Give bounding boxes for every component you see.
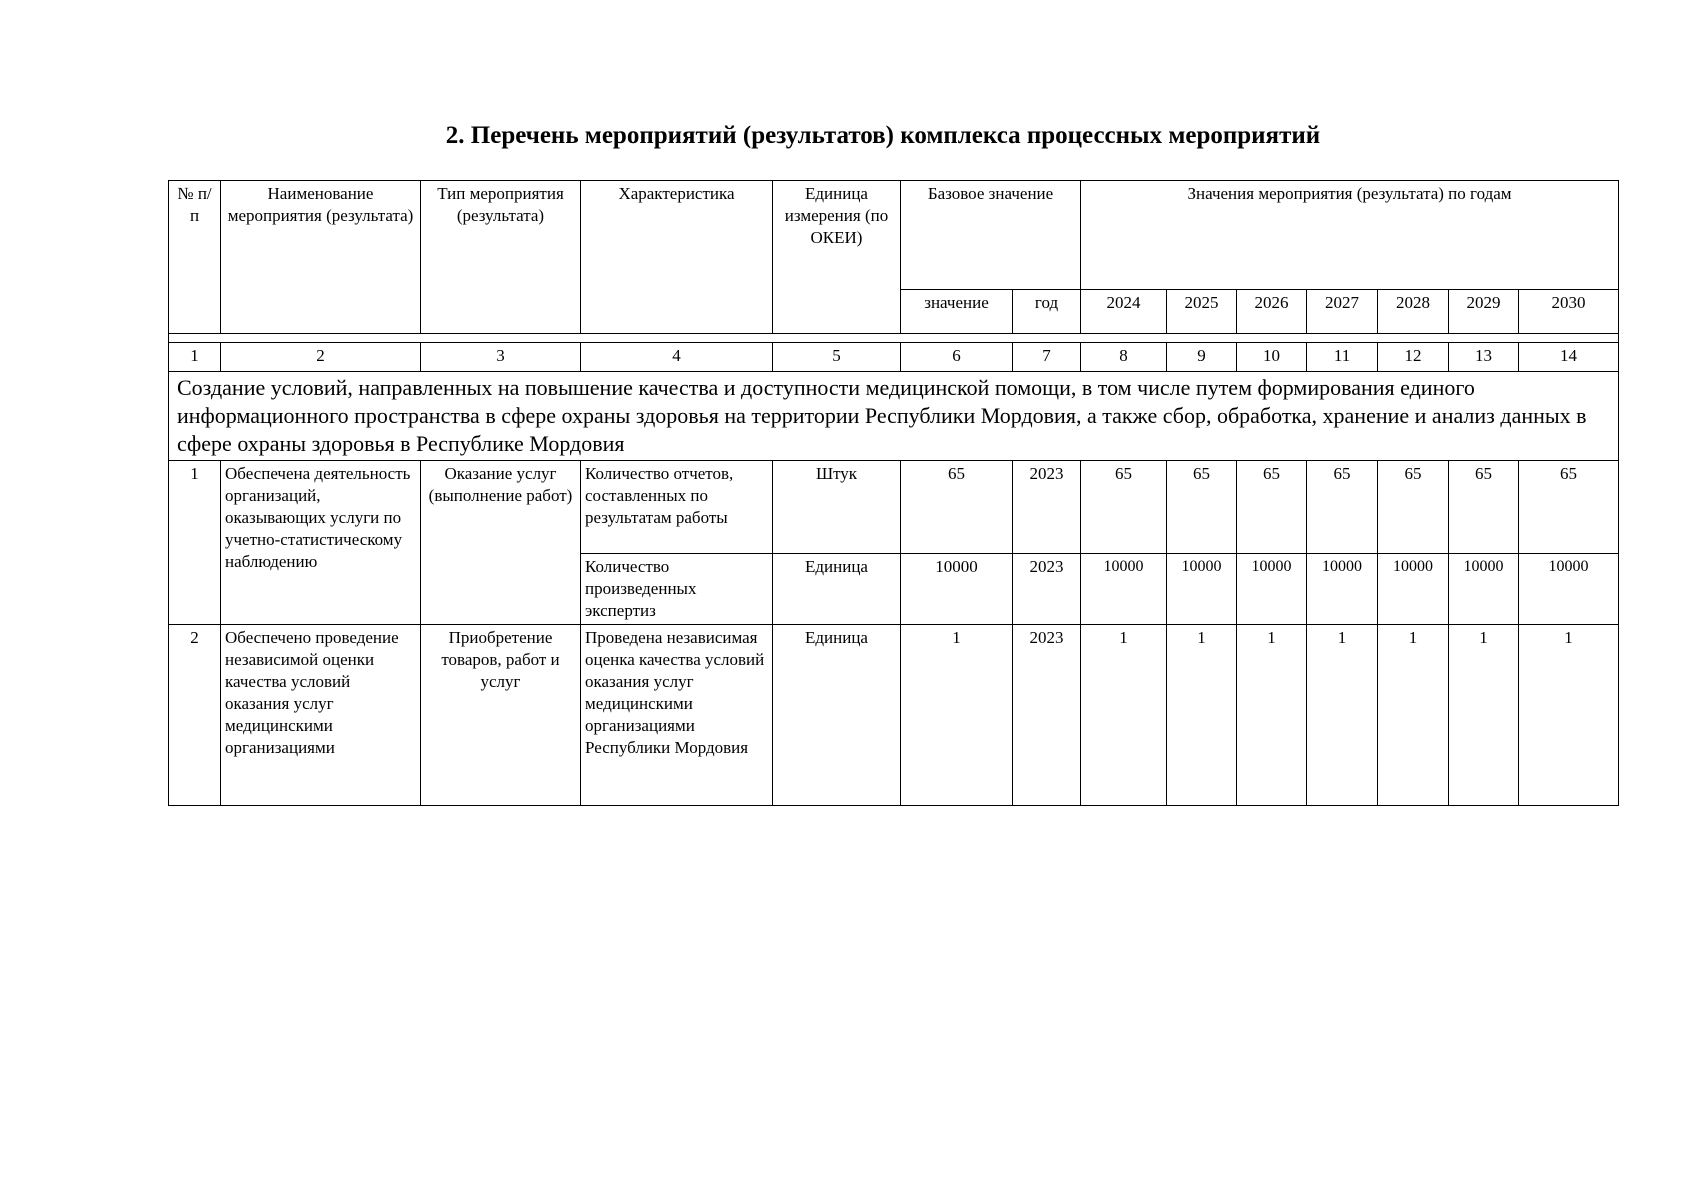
measures-table [168, 180, 1619, 806]
row-value: 1 [1081, 625, 1167, 806]
row-characteristic: Количество отчетов, составленных по результатам работы [581, 461, 773, 554]
column-number: 5 [773, 343, 901, 372]
row-number: 1 [169, 461, 221, 625]
row-value: 65 [1307, 461, 1378, 554]
header-row-1 [169, 181, 1619, 290]
header-year: 2028 [1378, 290, 1449, 334]
column-number: 2 [221, 343, 421, 372]
row-value: 10000 [1081, 554, 1167, 625]
row-base-value: 1 [901, 625, 1013, 806]
separator [169, 334, 1619, 343]
row-value: 1 [1237, 625, 1307, 806]
row-unit: Единица [773, 625, 901, 806]
table-row [169, 461, 1619, 554]
row-value: 65 [1081, 461, 1167, 554]
row-name: Обеспечена деятельность организаций, оказывающих услуги по учетно-статистическому наблюдению [221, 461, 421, 625]
column-number: 4 [581, 343, 773, 372]
header-year: 2029 [1449, 290, 1519, 334]
row-type: Оказание услуг (выполнение работ) [421, 461, 581, 625]
header-years-title: Значения мероприятия (результата) по годам [1081, 181, 1619, 290]
header-year: 2030 [1519, 290, 1619, 334]
header-year: 2026 [1237, 290, 1307, 334]
column-number: 8 [1081, 343, 1167, 372]
row-value: 10000 [1307, 554, 1378, 625]
row-value: 1 [1519, 625, 1619, 806]
row-base-year: 2023 [1013, 625, 1081, 806]
header-base-year: год [1013, 290, 1081, 334]
header-unit: Единица измерения (по ОКЕИ) [773, 181, 901, 334]
column-number: 10 [1237, 343, 1307, 372]
row-name: Обеспечено проведение независимой оценки качества условий оказания услуг медицинскими организациями [221, 625, 421, 806]
row-value: 10000 [1449, 554, 1519, 625]
column-numbers-row [169, 343, 1619, 372]
row-value: 1 [1378, 625, 1449, 806]
row-value: 65 [1378, 461, 1449, 554]
row-base-year: 2023 [1013, 461, 1081, 554]
row-value: 1 [1307, 625, 1378, 806]
row-value: 65 [1167, 461, 1237, 554]
section-row [169, 372, 1619, 461]
column-number: 12 [1378, 343, 1449, 372]
row-value: 10000 [1519, 554, 1619, 625]
row-value: 65 [1519, 461, 1619, 554]
row-base-value: 10000 [901, 554, 1013, 625]
column-number: 9 [1167, 343, 1237, 372]
header-name: Наименование мероприятия (результата) [221, 181, 421, 334]
column-number: 3 [421, 343, 581, 372]
column-number: 1 [169, 343, 221, 372]
column-number: 6 [901, 343, 1013, 372]
row-value: 65 [1237, 461, 1307, 554]
header-year: 2024 [1081, 290, 1167, 334]
row-value: 65 [1449, 461, 1519, 554]
row-value: 1 [1167, 625, 1237, 806]
row-type: Приобретение товаров, работ и услуг [421, 625, 581, 806]
header-characteristic: Характеристика [581, 181, 773, 334]
header-type: Тип мероприятия (результата) [421, 181, 581, 334]
header-year: 2027 [1307, 290, 1378, 334]
header-year: 2025 [1167, 290, 1237, 334]
row-value: 10000 [1237, 554, 1307, 625]
row-base-year: 2023 [1013, 554, 1081, 625]
header-num: № п/п [169, 181, 221, 334]
column-number: 14 [1519, 343, 1619, 372]
section-title: Создание условий, направленных на повышение качества и доступности медицинской помощи, в том числе путем формирования единого информационного пространства в сфере охраны здоровья на территории Республики Мордовия, а также сбор, обработка, хранение и анализ данных в сфере охраны здоровья в Республике Мордовия [169, 372, 1619, 461]
table-row [169, 625, 1619, 806]
row-unit: Единица [773, 554, 901, 625]
row-value: 1 [1449, 625, 1519, 806]
row-value: 10000 [1167, 554, 1237, 625]
row-characteristic: Проведена независимая оценка качества условий оказания услуг медицинскими организациями Республики Мордовия [581, 625, 773, 806]
column-number: 13 [1449, 343, 1519, 372]
column-number: 7 [1013, 343, 1081, 372]
row-characteristic: Количество произведенных экспертиз [581, 554, 773, 625]
page-title: 2. Перечень мероприятий (результатов) комплекса процессных мероприятий [445, 122, 1321, 149]
column-number: 11 [1307, 343, 1378, 372]
header-base: Базовое значение [901, 181, 1081, 290]
row-number: 2 [169, 625, 221, 806]
row-value: 10000 [1378, 554, 1449, 625]
row-base-value: 65 [901, 461, 1013, 554]
row-unit: Штук [773, 461, 901, 554]
header-base-value: значение [901, 290, 1013, 334]
